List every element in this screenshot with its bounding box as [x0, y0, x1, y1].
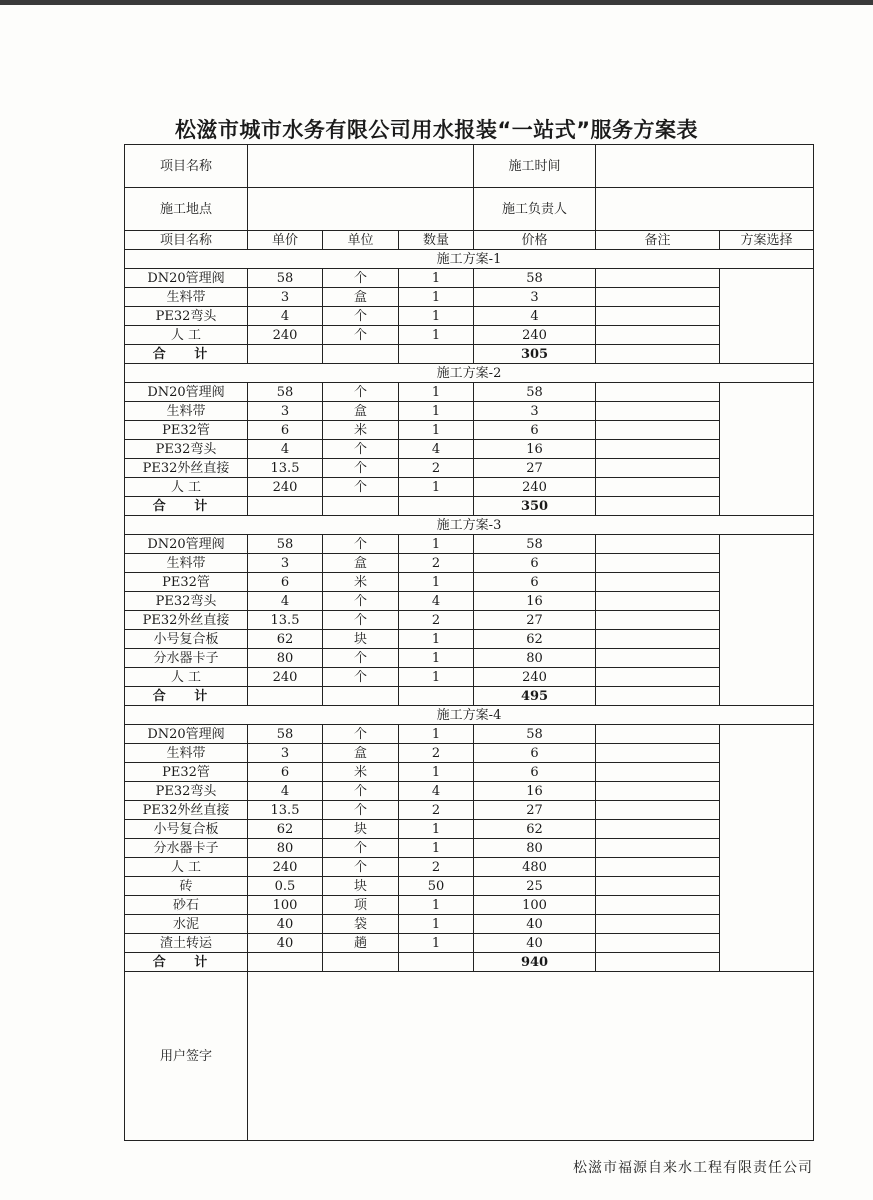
cell-price: 58 — [474, 269, 596, 288]
cell-quantity: 1 — [399, 573, 474, 592]
remarks-cell[interactable] — [596, 839, 720, 858]
cell-item-name: DN20管理阀 — [125, 535, 248, 554]
total-label: 合 计 — [125, 953, 248, 972]
table-row — [125, 801, 814, 820]
cell-item-name: 砖 — [125, 877, 248, 896]
table-row — [125, 459, 814, 478]
total-empty-cell — [248, 497, 323, 516]
total-empty-cell — [399, 345, 474, 364]
cell-unit: 米 — [323, 763, 399, 782]
cell-quantity: 2 — [399, 554, 474, 573]
cell-item-name: 小号复合板 — [125, 630, 248, 649]
cell-quantity: 1 — [399, 288, 474, 307]
total-value: 350 — [474, 497, 596, 516]
signature-field[interactable] — [248, 972, 814, 1141]
remarks-cell[interactable] — [596, 421, 720, 440]
cell-price: 240 — [474, 478, 596, 497]
plan-title-row — [125, 364, 814, 383]
cell-unit: 项 — [323, 896, 399, 915]
cell-unit: 个 — [323, 478, 399, 497]
cell-item-name: 水泥 — [125, 915, 248, 934]
remarks-cell[interactable] — [596, 934, 720, 953]
table-row — [125, 744, 814, 763]
cell-unit: 个 — [323, 725, 399, 744]
cell-unit-price: 80 — [248, 649, 323, 668]
remarks-cell[interactable] — [596, 554, 720, 573]
cell-unit-price: 58 — [248, 535, 323, 554]
site-label: 施工地点 — [125, 188, 248, 231]
total-empty-cell — [399, 497, 474, 516]
table-row — [125, 421, 814, 440]
cell-unit-price: 240 — [248, 668, 323, 687]
cell-unit-price: 3 — [248, 402, 323, 421]
cell-unit-price: 6 — [248, 763, 323, 782]
total-label: 合 计 — [125, 497, 248, 516]
remarks-cell[interactable] — [596, 326, 720, 345]
cell-unit-price: 3 — [248, 554, 323, 573]
plan-choice-cell[interactable] — [720, 269, 814, 364]
cell-item-name: PE32弯头 — [125, 782, 248, 801]
remarks-cell[interactable] — [596, 307, 720, 326]
cell-unit-price: 62 — [248, 820, 323, 839]
scan-top-edge — [0, 0, 873, 5]
cell-price: 40 — [474, 915, 596, 934]
cell-quantity: 4 — [399, 592, 474, 611]
cell-item-name: PE32外丝直接 — [125, 611, 248, 630]
cell-unit: 盒 — [323, 554, 399, 573]
cell-unit: 块 — [323, 630, 399, 649]
col-header-unit: 单位 — [323, 231, 399, 250]
cell-item-name: DN20管理阀 — [125, 269, 248, 288]
remarks-cell[interactable] — [596, 611, 720, 630]
cell-unit-price: 13.5 — [248, 801, 323, 820]
col-header-quantity: 数量 — [399, 231, 474, 250]
cell-unit: 个 — [323, 592, 399, 611]
project-name-field[interactable] — [248, 145, 474, 188]
site-field[interactable] — [248, 188, 474, 231]
remarks-cell[interactable] — [596, 858, 720, 877]
cell-price: 480 — [474, 858, 596, 877]
cell-item-name: PE32弯头 — [125, 440, 248, 459]
cell-unit: 个 — [323, 649, 399, 668]
table-row — [125, 269, 814, 288]
signature-row — [125, 972, 814, 1141]
table-row — [125, 307, 814, 326]
cell-quantity: 50 — [399, 877, 474, 896]
total-row — [125, 345, 814, 364]
cell-unit-price: 4 — [248, 592, 323, 611]
cell-price: 27 — [474, 801, 596, 820]
remarks-cell[interactable] — [596, 288, 720, 307]
cell-unit: 趟 — [323, 934, 399, 953]
cell-price: 80 — [474, 839, 596, 858]
cell-quantity: 1 — [399, 725, 474, 744]
table-row — [125, 896, 814, 915]
cell-unit: 块 — [323, 820, 399, 839]
table-row — [125, 288, 814, 307]
remarks-cell[interactable] — [596, 877, 720, 896]
cell-quantity: 1 — [399, 934, 474, 953]
total-empty-cell — [399, 953, 474, 972]
table-row — [125, 592, 814, 611]
cell-price: 4 — [474, 307, 596, 326]
cell-item-name: PE32管 — [125, 421, 248, 440]
remarks-cell[interactable] — [596, 801, 720, 820]
total-empty-cell — [323, 345, 399, 364]
table-row — [125, 573, 814, 592]
plan-title-row — [125, 706, 814, 725]
remarks-cell[interactable] — [596, 820, 720, 839]
manager-label: 施工负责人 — [474, 188, 596, 231]
construction-time-label: 施工时间 — [474, 145, 596, 188]
remarks-cell[interactable] — [596, 687, 720, 706]
cell-unit-price: 0.5 — [248, 877, 323, 896]
plan-title-row — [125, 250, 814, 269]
info-row-2 — [125, 188, 814, 231]
table-row — [125, 763, 814, 782]
cell-unit: 个 — [323, 839, 399, 858]
column-header-row — [125, 231, 814, 250]
cell-unit-price: 13.5 — [248, 611, 323, 630]
cell-quantity: 2 — [399, 858, 474, 877]
table-row — [125, 782, 814, 801]
cell-quantity: 1 — [399, 402, 474, 421]
table-row — [125, 383, 814, 402]
cell-item-name: PE32弯头 — [125, 592, 248, 611]
cell-unit-price: 58 — [248, 725, 323, 744]
cell-item-name: 生料带 — [125, 288, 248, 307]
cell-unit-price: 240 — [248, 858, 323, 877]
cell-item-name: 砂石 — [125, 896, 248, 915]
total-empty-cell — [399, 687, 474, 706]
signature-label: 用户签字 — [125, 972, 248, 1141]
cell-price: 6 — [474, 573, 596, 592]
remarks-cell[interactable] — [596, 592, 720, 611]
remarks-cell[interactable] — [596, 763, 720, 782]
project-name-label: 项目名称 — [125, 145, 248, 188]
table-row — [125, 820, 814, 839]
cell-quantity: 1 — [399, 630, 474, 649]
cell-item-name: DN20管理阀 — [125, 725, 248, 744]
cell-price: 40 — [474, 934, 596, 953]
col-header-plan-choice: 方案选择 — [720, 231, 814, 250]
cell-unit: 个 — [323, 307, 399, 326]
table-row — [125, 402, 814, 421]
remarks-cell[interactable] — [596, 744, 720, 763]
table-row — [125, 535, 814, 554]
cell-unit: 个 — [323, 459, 399, 478]
cell-unit: 米 — [323, 421, 399, 440]
table-row — [125, 839, 814, 858]
cell-item-name: 生料带 — [125, 554, 248, 573]
cell-quantity: 4 — [399, 440, 474, 459]
cell-unit-price: 100 — [248, 896, 323, 915]
cell-quantity: 1 — [399, 763, 474, 782]
remarks-cell[interactable] — [596, 345, 720, 364]
cell-item-name: 生料带 — [125, 402, 248, 421]
cell-price: 3 — [474, 288, 596, 307]
cell-item-name: 小号复合板 — [125, 820, 248, 839]
cell-price: 6 — [474, 763, 596, 782]
plan-title: 施工方案-2 — [125, 364, 814, 383]
total-empty-cell — [323, 953, 399, 972]
remarks-cell[interactable] — [596, 915, 720, 934]
cell-unit: 个 — [323, 326, 399, 345]
cell-quantity: 2 — [399, 611, 474, 630]
cell-unit: 袋 — [323, 915, 399, 934]
total-empty-cell — [323, 497, 399, 516]
construction-time-field[interactable] — [596, 145, 814, 188]
cell-unit-price: 40 — [248, 915, 323, 934]
cell-item-name: PE32管 — [125, 573, 248, 592]
cell-unit-price: 58 — [248, 383, 323, 402]
cell-unit-price: 4 — [248, 782, 323, 801]
remarks-cell[interactable] — [596, 573, 720, 592]
cell-item-name: PE32弯头 — [125, 307, 248, 326]
cell-price: 240 — [474, 668, 596, 687]
cell-unit: 个 — [323, 383, 399, 402]
cell-price: 62 — [474, 820, 596, 839]
total-value: 940 — [474, 953, 596, 972]
cell-price: 27 — [474, 459, 596, 478]
cell-unit-price: 3 — [248, 744, 323, 763]
cell-unit: 个 — [323, 782, 399, 801]
plan-choice-cell[interactable] — [720, 535, 814, 706]
total-label: 合 计 — [125, 687, 248, 706]
company-footer: 松滋市福源自来水工程有限责任公司 — [573, 1160, 813, 1176]
cell-unit: 盒 — [323, 288, 399, 307]
remarks-cell[interactable] — [596, 478, 720, 497]
cell-quantity: 1 — [399, 915, 474, 934]
cell-unit: 个 — [323, 801, 399, 820]
cell-quantity: 2 — [399, 459, 474, 478]
cell-quantity: 2 — [399, 744, 474, 763]
cell-unit: 个 — [323, 269, 399, 288]
remarks-cell[interactable] — [596, 535, 720, 554]
cell-item-name: 分水器卡子 — [125, 839, 248, 858]
cell-item-name: 人 工 — [125, 858, 248, 877]
cell-quantity: 1 — [399, 326, 474, 345]
total-empty-cell — [323, 687, 399, 706]
cell-unit: 个 — [323, 668, 399, 687]
cell-item-name: 人 工 — [125, 478, 248, 497]
cell-quantity: 2 — [399, 801, 474, 820]
remarks-cell[interactable] — [596, 269, 720, 288]
table-row — [125, 326, 814, 345]
remarks-cell[interactable] — [596, 440, 720, 459]
remarks-cell[interactable] — [596, 497, 720, 516]
remarks-cell[interactable] — [596, 630, 720, 649]
cell-price: 80 — [474, 649, 596, 668]
cell-price: 25 — [474, 877, 596, 896]
total-row — [125, 497, 814, 516]
cell-quantity: 1 — [399, 820, 474, 839]
cell-price: 100 — [474, 896, 596, 915]
total-row — [125, 953, 814, 972]
cell-item-name: DN20管理阀 — [125, 383, 248, 402]
table-row — [125, 858, 814, 877]
cell-item-name: 人 工 — [125, 668, 248, 687]
table-row — [125, 649, 814, 668]
cell-unit-price: 3 — [248, 288, 323, 307]
total-label: 合 计 — [125, 345, 248, 364]
table-row — [125, 440, 814, 459]
cell-unit-price: 62 — [248, 630, 323, 649]
form-title: 松滋市城市水务有限公司用水报装“一站式”服务方案表 — [174, 118, 699, 142]
cell-price: 58 — [474, 725, 596, 744]
cell-item-name: PE32管 — [125, 763, 248, 782]
remarks-cell[interactable] — [596, 953, 720, 972]
cell-unit-price: 240 — [248, 326, 323, 345]
info-row-1 — [125, 145, 814, 188]
cell-quantity: 1 — [399, 478, 474, 497]
cell-item-name: 生料带 — [125, 744, 248, 763]
cell-item-name: 分水器卡子 — [125, 649, 248, 668]
cell-unit-price: 58 — [248, 269, 323, 288]
table-row — [125, 877, 814, 896]
cell-price: 27 — [474, 611, 596, 630]
manager-field[interactable] — [596, 188, 814, 231]
total-value: 305 — [474, 345, 596, 364]
table-row — [125, 611, 814, 630]
col-header-item: 项目名称 — [125, 231, 248, 250]
total-row — [125, 687, 814, 706]
cell-price: 6 — [474, 421, 596, 440]
cell-unit-price: 6 — [248, 573, 323, 592]
cell-unit: 个 — [323, 611, 399, 630]
table-row — [125, 915, 814, 934]
remarks-cell[interactable] — [596, 725, 720, 744]
table-row — [125, 554, 814, 573]
cell-unit: 块 — [323, 877, 399, 896]
remarks-cell[interactable] — [596, 383, 720, 402]
cell-unit-price: 4 — [248, 307, 323, 326]
total-empty-cell — [248, 687, 323, 706]
cell-price: 16 — [474, 592, 596, 611]
remarks-cell[interactable] — [596, 649, 720, 668]
plan-choice-cell[interactable] — [720, 725, 814, 972]
cell-item-name: PE32外丝直接 — [125, 801, 248, 820]
cell-unit-price: 80 — [248, 839, 323, 858]
cell-quantity: 1 — [399, 269, 474, 288]
cell-quantity: 1 — [399, 421, 474, 440]
col-header-unit-price: 单价 — [248, 231, 323, 250]
cell-unit: 个 — [323, 858, 399, 877]
cell-quantity: 1 — [399, 383, 474, 402]
cell-price: 240 — [474, 326, 596, 345]
cell-price: 16 — [474, 440, 596, 459]
cell-price: 6 — [474, 744, 596, 763]
cell-unit: 米 — [323, 573, 399, 592]
cell-unit: 个 — [323, 440, 399, 459]
cell-quantity: 1 — [399, 307, 474, 326]
remarks-cell[interactable] — [596, 459, 720, 478]
service-plan-table — [124, 144, 814, 1141]
cell-price: 6 — [474, 554, 596, 573]
cell-price: 3 — [474, 402, 596, 421]
cell-quantity: 1 — [399, 535, 474, 554]
cell-price: 58 — [474, 535, 596, 554]
plan-title-row — [125, 516, 814, 535]
cell-price: 58 — [474, 383, 596, 402]
remarks-cell[interactable] — [596, 668, 720, 687]
plan-title: 施工方案-1 — [125, 250, 814, 269]
cell-price: 16 — [474, 782, 596, 801]
cell-unit-price: 6 — [248, 421, 323, 440]
cell-quantity: 1 — [399, 896, 474, 915]
cell-unit-price: 240 — [248, 478, 323, 497]
cell-item-name: PE32外丝直接 — [125, 459, 248, 478]
cell-unit-price: 40 — [248, 934, 323, 953]
cell-unit-price: 4 — [248, 440, 323, 459]
cell-quantity: 1 — [399, 668, 474, 687]
cell-unit: 盒 — [323, 744, 399, 763]
cell-quantity: 1 — [399, 839, 474, 858]
remarks-cell[interactable] — [596, 896, 720, 915]
cell-unit: 个 — [323, 535, 399, 554]
cell-item-name: 渣土转运 — [125, 934, 248, 953]
plan-title: 施工方案-3 — [125, 516, 814, 535]
total-empty-cell — [248, 345, 323, 364]
col-header-price: 价格 — [474, 231, 596, 250]
cell-quantity: 1 — [399, 649, 474, 668]
remarks-cell[interactable] — [596, 402, 720, 421]
table-row — [125, 630, 814, 649]
cell-unit-price: 13.5 — [248, 459, 323, 478]
cell-unit: 盒 — [323, 402, 399, 421]
remarks-cell[interactable] — [596, 782, 720, 801]
cell-item-name: 人 工 — [125, 326, 248, 345]
plan-choice-cell[interactable] — [720, 383, 814, 516]
table-row — [125, 478, 814, 497]
table-row — [125, 934, 814, 953]
col-header-remarks: 备注 — [596, 231, 720, 250]
plan-title: 施工方案-4 — [125, 706, 814, 725]
cell-quantity: 4 — [399, 782, 474, 801]
cell-price: 62 — [474, 630, 596, 649]
table-row — [125, 668, 814, 687]
table-row — [125, 725, 814, 744]
total-empty-cell — [248, 953, 323, 972]
total-value: 495 — [474, 687, 596, 706]
